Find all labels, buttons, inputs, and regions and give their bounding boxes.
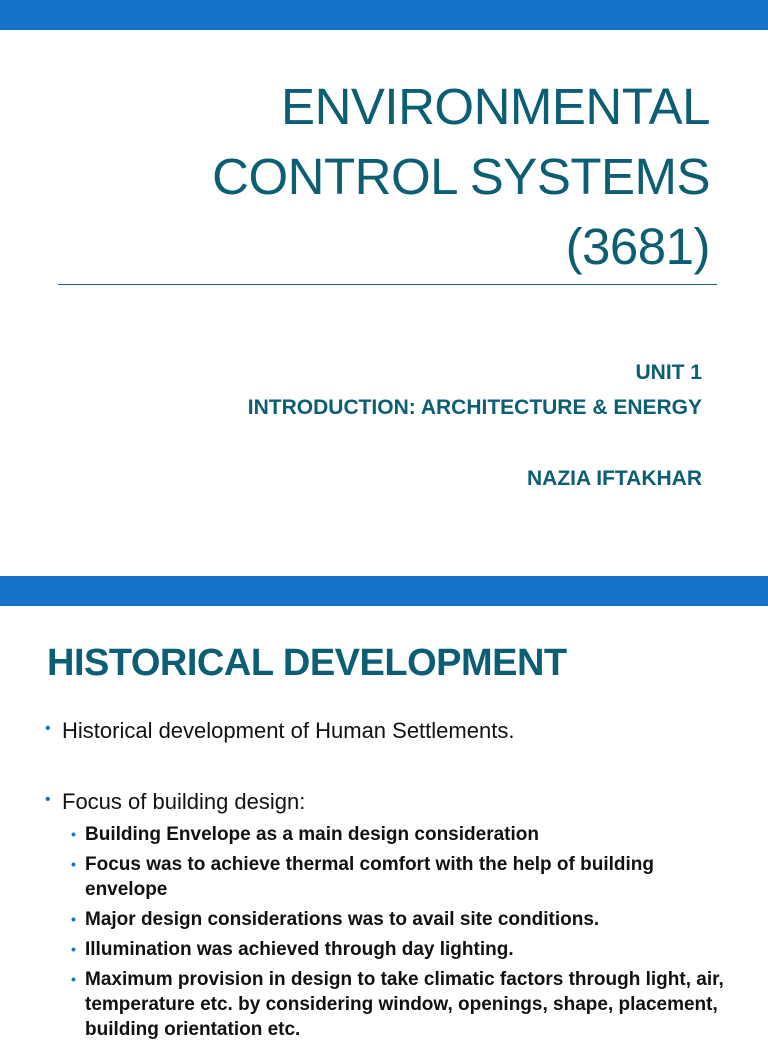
sub-bullet-item: • Illumination was achieved through day lighting.: [85, 937, 725, 962]
sub-bullet-item: • Focus was to achieve thermal comfort with the help of building envelope: [85, 852, 725, 902]
title-line-1: ENVIRONMENTAL: [281, 78, 710, 135]
sub-bullet-item: • Maximum provision in design to take climatic factors through light, air, temperature etc. by considering window, openings, shape, placement, building orientation etc.: [85, 967, 725, 1042]
title-divider: [58, 284, 717, 285]
slide-top-bar: [0, 0, 768, 30]
sub-bullet-item: • Building Envelope as a main design consideration: [85, 822, 725, 847]
sub-bullet-item: • Major design considerations was to avail site conditions.: [85, 907, 725, 932]
title-line-3: (3681): [565, 218, 710, 275]
slide-title: [30, 72, 710, 282]
slide-heading: HISTORICAL DEVELOPMENT: [47, 642, 567, 684]
subtitle: INTRODUCTION: ARCHITECTURE & ENERGY: [247, 396, 702, 419]
author-name: NAZIA IFTAKHAR: [527, 467, 702, 490]
slide-top-bar: [0, 576, 768, 606]
title-line-2: CONTROL SYSTEMS: [212, 148, 710, 205]
bullet-item: • Focus of building design:: [62, 789, 305, 815]
content-slide: [0, 576, 768, 1040]
unit-label: UNIT 1: [635, 361, 702, 384]
bullet-item: • Historical development of Human Settlements.: [62, 718, 514, 744]
sub-bullet-list: [85, 822, 725, 1047]
